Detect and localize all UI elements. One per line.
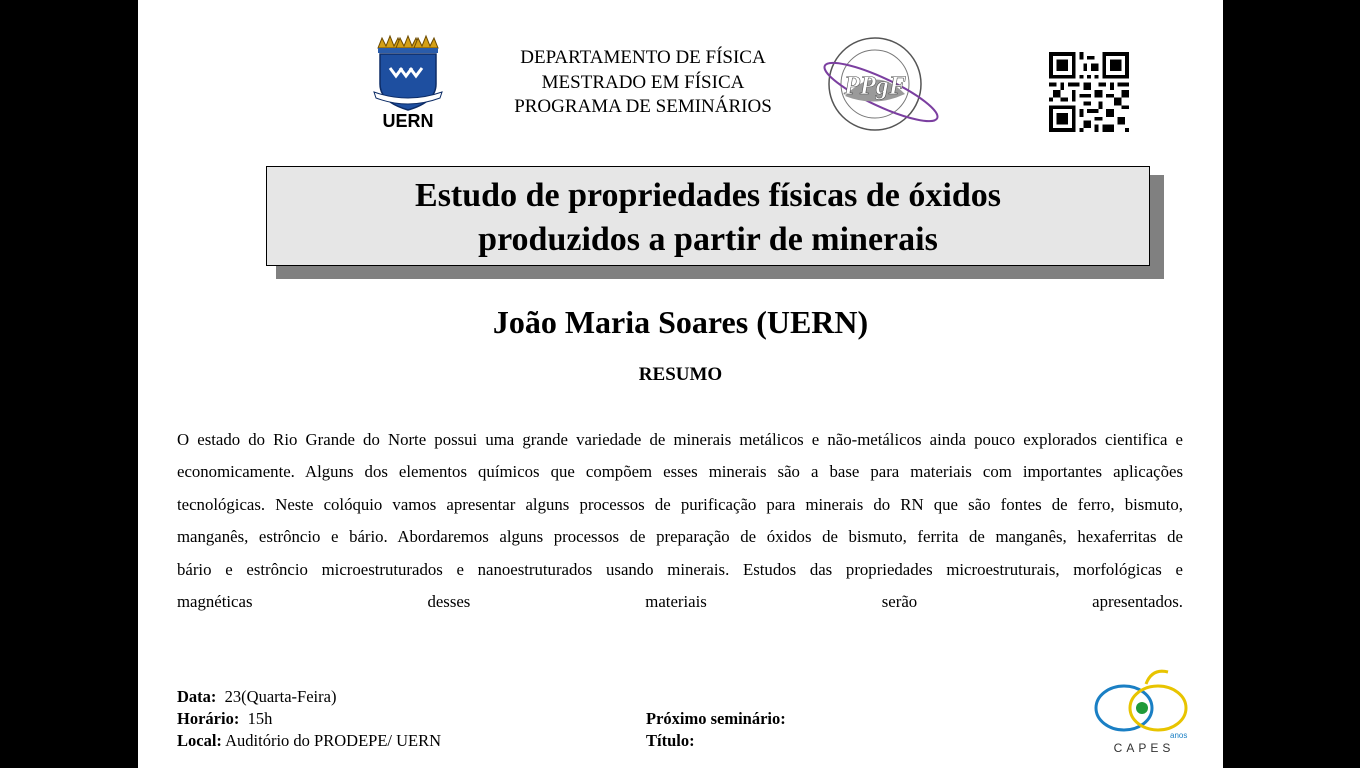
time-row [177, 708, 441, 730]
event-info [177, 686, 441, 752]
header-lines [498, 46, 788, 120]
header-program: MESTRADO EM FÍSICA [541, 71, 745, 93]
place-value: Auditório do PRODEPE/ UERN [225, 731, 442, 750]
abstract-line: bário e estrôncio microestruturados e nanoestruturados usando minerais. Estudos das propriedades microestruturais, morfológicas e [177, 559, 1183, 579]
place-label: Local: [177, 731, 222, 750]
date-label: Data: [177, 687, 217, 706]
uern-logo-text: UERN [382, 111, 434, 130]
date-value: 23(Quarta-Feira) [224, 687, 337, 706]
ppgf-logo-text: PPgF [843, 71, 907, 100]
abstract-line: manganês, estrôncio e bário. Abordaremos alguns processos de preparação de óxidos de bismuto, ferrita de manganês, hexaferritas de [177, 527, 1183, 547]
header-department: DEPARTAMENTO DE FÍSICA [520, 47, 766, 68]
qr-code [1049, 52, 1129, 132]
place-row [177, 730, 441, 752]
capes-logo-text: CAPES [1113, 741, 1175, 755]
header-seminars: PROGRAMA DE SEMINÁRIOS [514, 96, 772, 117]
abstract-line: magnéticas desses materiais serão apresentados. [177, 592, 1183, 612]
ppgf-logo [811, 34, 947, 134]
next-title-label: Título: [646, 731, 695, 750]
abstract-line: economicamente. Alguns dos elementos químicos que compõem esses minerais são a base para materiais com importantes aplicações [177, 462, 1183, 482]
seminar-title: Estudo de propriedades físicas de óxidos produzidos a partir de minerais [266, 166, 1150, 266]
abstract-text [177, 424, 1183, 618]
capes-years: anos [1170, 731, 1188, 740]
abstract-heading: RESUMO [638, 364, 723, 385]
capes-logo [1094, 666, 1194, 756]
speaker-name: João Maria Soares (UERN) [492, 304, 869, 340]
date-row [177, 686, 441, 708]
seminar-poster [138, 0, 1223, 768]
next-seminar [646, 708, 786, 752]
abstract-line: tecnológicas. Neste colóquio vamos apresentar alguns processos de purificação para minerais do RN que são fontes de ferro, bismuto, [177, 494, 1183, 514]
abstract-line: O estado do Rio Grande do Norte possui uma grande variedade de minerais metálicos e não-metálicos ainda pouco explorados cientifica e [177, 430, 1183, 449]
time-label: Horário: [177, 709, 240, 728]
time-value: 15h [247, 709, 273, 728]
uern-logo [366, 34, 446, 130]
next-seminar-label: Próximo seminário: [646, 709, 786, 728]
